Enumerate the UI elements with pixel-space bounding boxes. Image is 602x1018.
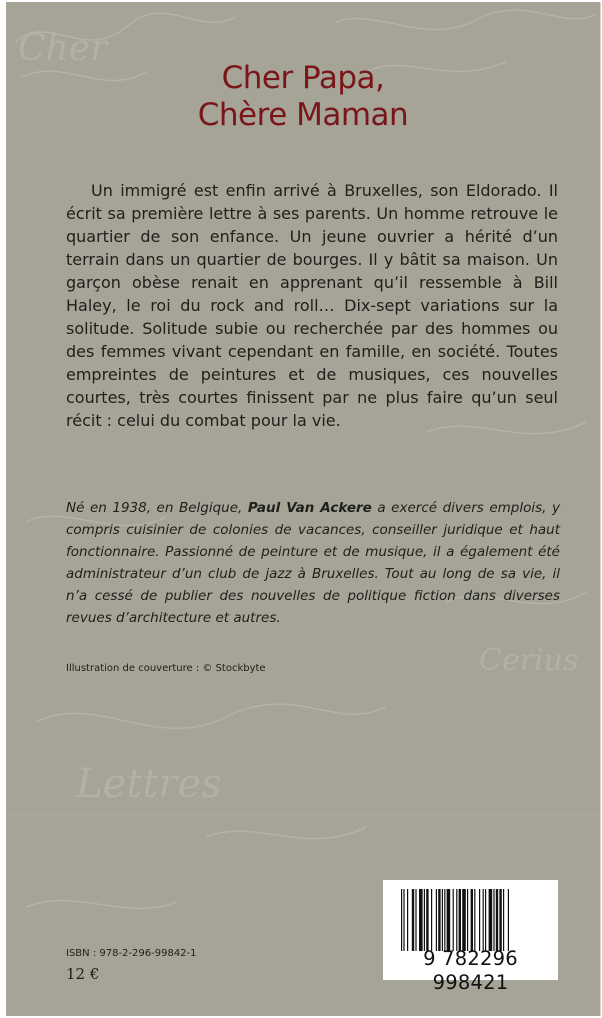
price: 12 € <box>66 965 100 983</box>
barcode-bar <box>444 889 445 951</box>
barcode-bar <box>496 889 498 951</box>
illustration-credit: Illustration de couverture : © Stockbyte <box>66 663 266 674</box>
barcode-bar <box>401 889 402 951</box>
script-word-cerius: Cerius <box>479 643 579 678</box>
isbn: ISBN : 978-2-296-99842-1 <box>66 948 197 959</box>
barcode-bar <box>419 889 423 951</box>
book-blurb: Un immigré est enfin arrivé à Bruxelles, son Eldorado. Il écrit sa première lettre à ses parents. Un homme retrouve le quartier de son enfance. Un jeune ouvrier a hérité d’un terrain dans un quartier de bourges. Il y bâtit sa maison. Un garçon obèse renait en apprenant qu’il ressemble à Bill Haley, le roi du rock and roll… Dix-sept variations sur la solitude. Solitude subie ou recherchée par des hommes ou des femmes vivant cependant en famille, en société. Toutes empreintes de peintures et de musiques, ces nouvelles courtes, très courtes finissent par ne plus faire qu’un seul récit : celui du combat pour la vie. <box>66 181 558 430</box>
script-word-cher: Cher <box>18 28 108 69</box>
barcode-bar <box>412 889 414 951</box>
barcode-bar <box>431 889 432 951</box>
barcode-bar <box>453 889 454 951</box>
barcode-bar <box>407 889 408 951</box>
barcode-bar <box>499 889 501 951</box>
barcode-bar <box>426 889 428 951</box>
barcode-bar <box>489 889 493 951</box>
barcode-bar <box>456 889 457 951</box>
book-title <box>6 60 600 134</box>
barcode-bar <box>471 889 473 951</box>
author-bio <box>66 497 560 629</box>
title-line-2: Chère Maman <box>197 97 409 133</box>
barcode-bar <box>442 889 443 951</box>
author-name: Paul Van Ackere <box>247 500 372 516</box>
barcode-bar <box>436 889 437 951</box>
barcode-bar <box>479 889 480 951</box>
barcode-bar <box>483 889 484 951</box>
barcode-bars <box>401 889 541 951</box>
barcode-bar <box>447 889 451 951</box>
barcode-bar <box>403 889 404 951</box>
barcode-bar <box>503 889 504 951</box>
barcode-bar <box>485 889 486 951</box>
barcode-bar <box>462 889 466 951</box>
barcode-bar <box>508 889 509 951</box>
barcode-bar <box>474 889 475 951</box>
barcode-bar <box>415 889 416 951</box>
bio-text: a exercé divers emplois, y compris cuisinier de colonies de vacances, conseiller juridique et haut fonctionnaire. Passionné de peinture et de musique, il a également été administrateur d’un club de jazz à Bruxelles. Tout au long de sa vie, il n’a cessé de publier des nouvelles de politique fiction dans diverses revues d’architecture et autres. <box>66 500 560 626</box>
bio-intro: Né en 1938, en Belgique, <box>66 500 248 516</box>
barcode-bar <box>493 889 494 951</box>
barcode-bar <box>467 889 468 951</box>
barcode-number: 9 782296 998421 <box>423 947 518 994</box>
barcode <box>383 880 558 994</box>
script-word-lettres: Lettres <box>76 761 222 807</box>
book-back-cover <box>6 2 601 1016</box>
title-line-1: Cher Papa, <box>221 60 385 96</box>
barcode-bar <box>424 889 425 951</box>
barcode-bar <box>438 889 440 951</box>
barcode-bar <box>459 889 461 951</box>
